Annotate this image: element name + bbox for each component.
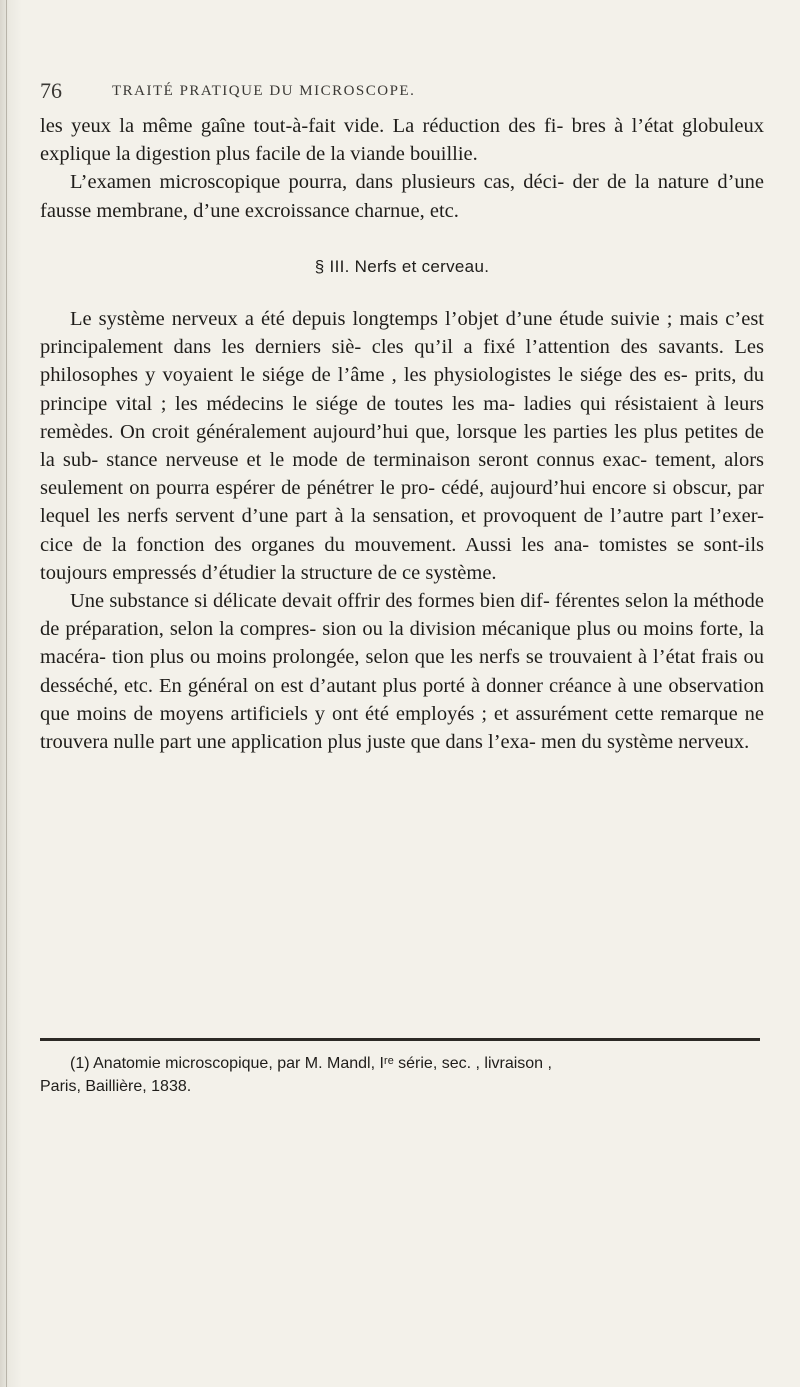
- paragraph-4: Une substance si délicate devait offrir des formes bien dif- férentes selon la méthode de préparation, selon la compres- sion ou la division mécanique plus ou moins forte, la macéra- tion plus ou moins prolongée, selon que les nerfs se trouvaient à l’état frais ou desséché, etc. En général on est d’autant plus porté à donner créance à une observation que moins de moyens artificiels y ont été employés ; et assurément cette remarque ne trouvera nulle part une application plus juste que dans l’exa- men du système nerveux.: [40, 590, 764, 754]
- footnote: [40, 1052, 764, 1098]
- footnote-divider: [40, 1038, 760, 1041]
- paragraph-2: L’examen microscopique pourra, dans plusieurs cas, déci- der de la nature d’une fausse membrane, d’une excroissance charnue, etc.: [40, 171, 764, 222]
- section-heading: § III. Nerfs et cerveau.: [314, 256, 490, 276]
- footnote-line-1: (1) Anatomie microscopique, par M. Mandl, Iʳᵉ série, sec. , livraison ,: [70, 1055, 552, 1072]
- body-text: [40, 112, 764, 756]
- running-title: TRAITÉ PRATIQUE DU MICROSCOPE.: [112, 83, 416, 99]
- page-header: [40, 78, 760, 108]
- paragraph-1: les yeux la même gaîne tout-à-fait vide. La réduction des fi- bres à l’état globuleux explique la digestion plus facile de la viande bouillie.: [40, 115, 764, 166]
- page-binding-line: [6, 0, 7, 1387]
- footnote-line-2: Paris, Baillière, 1838.: [40, 1078, 192, 1095]
- page-edge-shadow: [0, 0, 22, 1387]
- page-number: 76: [40, 78, 62, 103]
- paragraph-3: Le système nerveux a été depuis longtemps l’objet d’une étude suivie ; mais c’est principalement dans les derniers siè- cles qu’il a fixé l’attention des savants. Les philosophes y voyaient le siége de l’âme , les physiologistes le siége des es- prits, du principe vital ; les médecins le siége de toutes les ma- ladies qui résistaient à leurs remèdes. On croit généralement aujourd’hui que, lorsque les parties les plus petites de la sub- stance nerveuse et le mode de terminaison seront connus exac- tement, alors seulement on pourra espérer de pénétrer le pro- cédé, aujourd’hui encore si obscur, par lequel les nerfs servent d’une part à la sensation, et provoquent de l’autre part l’exer- cice de la fonction des organes du mouvement. Aussi les ana- tomistes se sont-ils toujours empressés d’étudier la structure de ce système.: [40, 308, 764, 584]
